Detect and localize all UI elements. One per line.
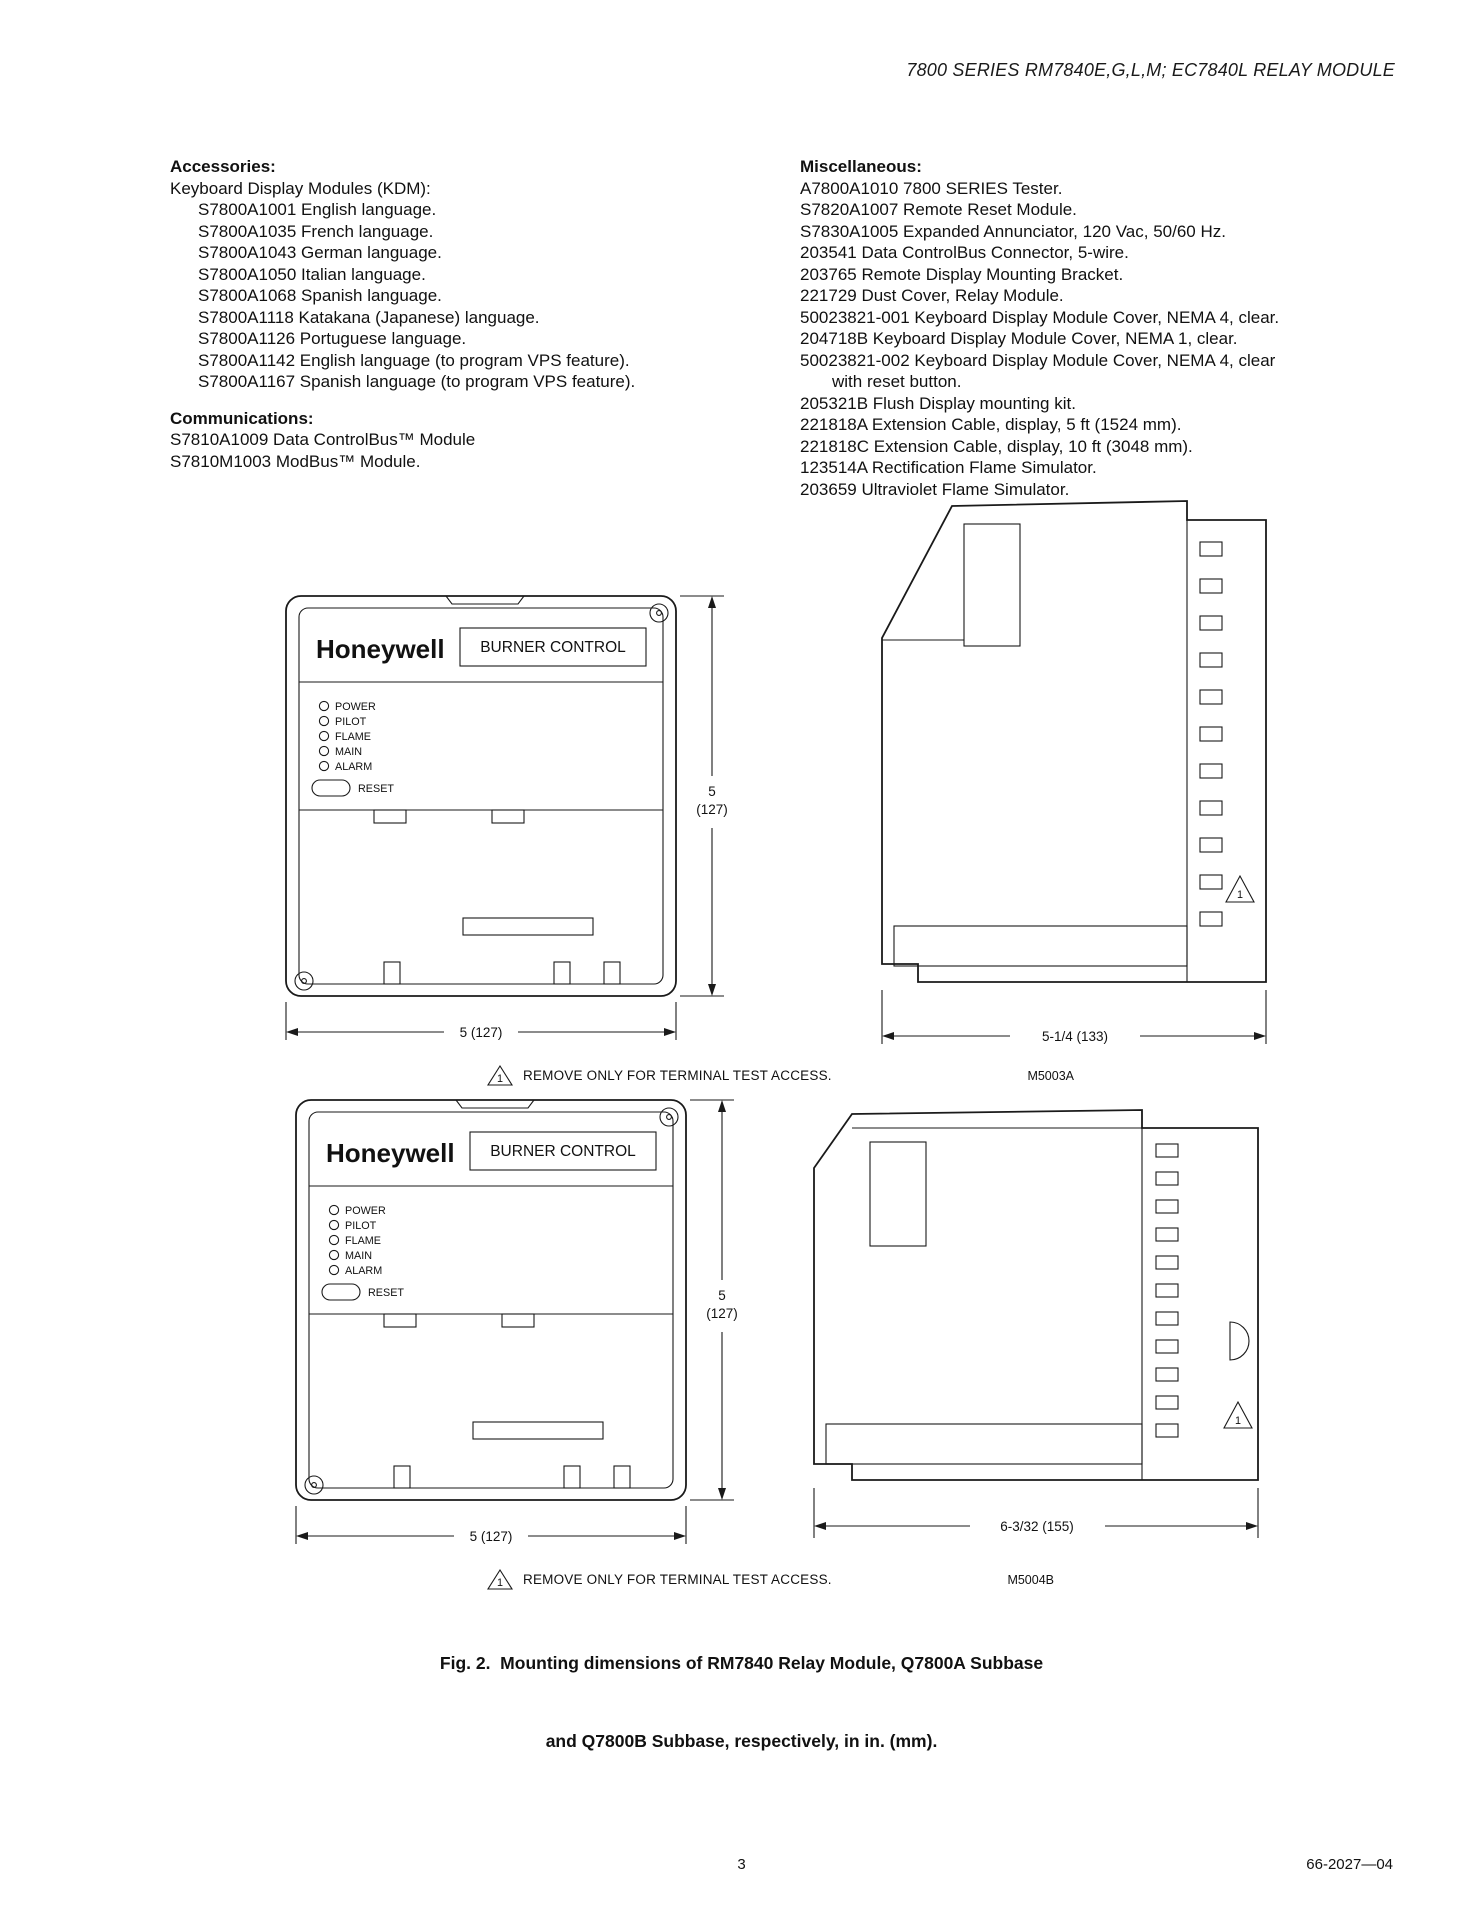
honeywell-logo: Honeywell — [326, 1138, 455, 1168]
accessories-item: S7800A1035 French language. — [198, 221, 434, 241]
warning-triangle-icon — [487, 1568, 513, 1591]
flame-led-icon — [329, 1235, 338, 1244]
mounting-screw-bottom-left-icon — [295, 972, 313, 990]
side1-width-dim: 5-1/4 (133) — [1041, 1029, 1109, 1044]
miscellaneous-item: 221729 Dust Cover, Relay Module. — [800, 286, 1064, 305]
warning-flag-number: 1 — [496, 1577, 504, 1589]
width-dimension — [296, 1506, 686, 1544]
accessories-heading: Accessories: — [170, 157, 276, 176]
height-dim-mm: (127) — [696, 802, 728, 817]
accessories-item: S7800A1050 Italian language. — [198, 264, 426, 284]
communications-item: S7810M1003 ModBus™ Module. — [170, 451, 421, 471]
caption-line-1: Fig. 2. Mounting dimensions of RM7840 Relay Module, Q7800A Subbase — [439, 1653, 1044, 1673]
miscellaneous-item: A7800A1010 7800 SERIES Tester. — [800, 178, 1063, 198]
led-label-flame: FLAME — [345, 1235, 381, 1247]
accessories-item: S7800A1068 Spanish language. — [198, 286, 442, 305]
warning-flag-number: 1 — [1234, 1415, 1242, 1427]
warning-triangle-icon — [1224, 1402, 1252, 1428]
figure-note-1 — [282, 1064, 1074, 1087]
width-dimension — [286, 1002, 676, 1040]
power-led-icon — [329, 1205, 338, 1214]
led-label-alarm: ALARM — [335, 761, 373, 773]
accessories-item: S7800A1118 Katakana (Japanese) language. — [198, 307, 540, 327]
page-title: 7800 SERIES RM7840E,G,L,M; EC7840L RELAY MODULE — [906, 60, 1395, 80]
front-view-drawing-2 — [288, 1092, 752, 1562]
right-column — [800, 156, 1282, 500]
status-leds — [329, 1205, 386, 1277]
communications-item: S7810A1009 Data ControlBus™ Module — [170, 430, 476, 449]
two-column-text — [170, 156, 1282, 500]
caption-line-2: and Q7800B Subbase, respectively, in in. (mm). — [545, 1731, 938, 1751]
figure-note-2 — [282, 1568, 1054, 1591]
width-dim: 5 (127) — [469, 1529, 513, 1544]
alarm-led-icon — [319, 761, 328, 770]
left-column — [170, 156, 800, 500]
accessories-item: S7800A1043 German language. — [198, 243, 442, 262]
main-led-icon — [329, 1250, 338, 1259]
height-dimension — [680, 596, 728, 996]
miscellaneous-item: 205321B Flush Display mounting kit. — [800, 393, 1076, 413]
terminal-slots — [1200, 542, 1222, 926]
mounting-screw-top-right-icon — [650, 604, 668, 622]
miscellaneous-item: 203541 Data ControlBus Connector, 5-wire. — [800, 243, 1129, 262]
miscellaneous-item: 221818A Extension Cable, display, 5 ft (1524 mm). — [800, 415, 1182, 434]
flame-led-icon — [319, 731, 328, 740]
side-width-dimension — [814, 1488, 1258, 1538]
miscellaneous-item: S7820A1007 Remote Reset Module. — [800, 200, 1077, 219]
reset-button — [312, 780, 394, 796]
mounting-screw-top-right-icon — [660, 1108, 678, 1126]
terminal-slots — [1156, 1144, 1178, 1437]
width-dim: 5 (127) — [459, 1025, 503, 1040]
height-dim-mm: (127) — [706, 1306, 738, 1321]
height-dim-in: 5 — [718, 1288, 726, 1303]
miscellaneous-item: 204718B Keyboard Display Module Cover, NEMA 1, clear. — [800, 329, 1238, 348]
power-led-icon — [319, 701, 328, 710]
warning-triangle-icon — [1226, 876, 1254, 902]
burner-control-label: BURNER CONTROL — [480, 639, 626, 656]
keyhole-cutout — [1230, 1322, 1249, 1360]
warning-flag-number: 1 — [1236, 889, 1244, 901]
miscellaneous-item: 203765 Remote Display Mounting Bracket. — [800, 264, 1124, 284]
alarm-led-icon — [329, 1265, 338, 1274]
main-led-icon — [319, 746, 328, 755]
led-label-alarm: ALARM — [345, 1265, 383, 1277]
figure-caption — [0, 1598, 1483, 1806]
warning-triangle-icon — [487, 1064, 513, 1087]
pilot-led-icon — [329, 1220, 338, 1229]
miscellaneous-item: 50023821-002 Keyboard Display Module Cover, NEMA 4, clear with reset button. — [800, 350, 1276, 391]
accessories-intro: Keyboard Display Modules (KDM): — [170, 178, 431, 198]
accessories-item: S7800A1167 Spanish language (to program VPS feature). — [198, 372, 636, 391]
reset-label: RESET — [358, 783, 394, 795]
drawing-id-m5003a: M5003A — [1027, 1068, 1074, 1083]
side-width-dimension — [882, 990, 1266, 1044]
accessories-item: S7800A1126 Portuguese language. — [198, 329, 467, 348]
height-dim-in: 5 — [708, 784, 716, 799]
front-view-drawing-1 — [278, 588, 742, 1058]
side-outline — [814, 1110, 1258, 1480]
accessories-item: S7800A1142 English language (to program VPS feature). — [198, 350, 630, 370]
mounting-screw-bottom-left-icon — [305, 1476, 323, 1494]
side2-width-dim: 6-3/32 (155) — [1000, 1519, 1074, 1534]
miscellaneous-item: 203659 Ultraviolet Flame Simulator. — [800, 479, 1070, 499]
miscellaneous-item: S7830A1005 Expanded Annunciator, 120 Vac, 50/60 Hz. — [800, 221, 1226, 241]
reset-button — [322, 1284, 404, 1300]
led-label-pilot: PILOT — [335, 716, 367, 728]
side-view-drawing-1 — [842, 490, 1312, 1062]
led-label-pilot: PILOT — [345, 1220, 377, 1232]
note-text: REMOVE ONLY FOR TERMINAL TEST ACCESS. — [523, 1068, 832, 1083]
led-label-power: POWER — [345, 1205, 386, 1217]
doc-number: 66-2027—04 — [1306, 1856, 1393, 1873]
led-label-power: POWER — [335, 701, 376, 713]
side-view-drawing-2 — [790, 1098, 1290, 1550]
led-label-main: MAIN — [335, 746, 362, 758]
honeywell-logo: Honeywell — [316, 634, 445, 664]
led-label-main: MAIN — [345, 1250, 372, 1262]
miscellaneous-item: 221818C Extension Cable, display, 10 ft (3048 mm). — [800, 436, 1193, 456]
drawing-id-m5004b: M5004B — [1007, 1572, 1054, 1587]
height-dimension — [690, 1100, 738, 1500]
status-leds — [319, 701, 376, 773]
miscellaneous-heading: Miscellaneous: — [800, 157, 922, 176]
miscellaneous-item: 123514A Rectification Flame Simulator. — [800, 458, 1097, 477]
burner-control-label: BURNER CONTROL — [490, 1143, 636, 1160]
communications-heading: Communications: — [170, 408, 314, 428]
warning-flag-number: 1 — [496, 1073, 504, 1085]
miscellaneous-item: 50023821-001 Keyboard Display Module Cover, NEMA 4, clear. — [800, 307, 1280, 327]
note-text: REMOVE ONLY FOR TERMINAL TEST ACCESS. — [523, 1572, 832, 1587]
page-number: 3 — [737, 1856, 746, 1873]
led-label-flame: FLAME — [335, 731, 371, 743]
pilot-led-icon — [319, 716, 328, 725]
accessories-item: S7800A1001 English language. — [198, 200, 437, 219]
reset-label: RESET — [368, 1287, 404, 1299]
